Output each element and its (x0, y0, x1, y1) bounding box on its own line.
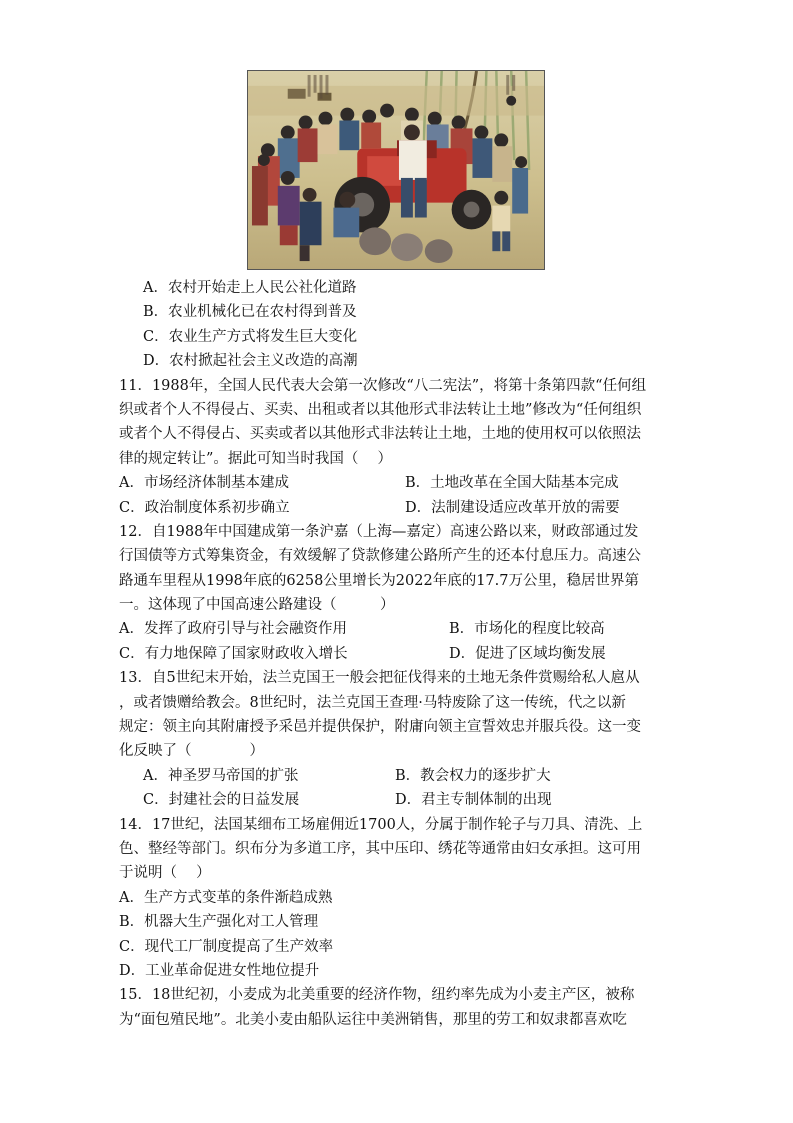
q12-options-row-1 (119, 617, 675, 641)
q11-option-d: D．法制建设适应改革开放的需要 (405, 499, 620, 516)
q14-stem-line: 于说明（ ） (119, 865, 211, 882)
q12-stem-line: 路通车里程从1998年底的6258公里增长为2022年底的17.7万公里，稳居世界第 (119, 572, 639, 589)
q13-stem-line: 13．自5世纪末开始，法兰克国王一般会把征伐得来的土地无条件赏赐给私人扈从 (119, 670, 640, 687)
q10-option-b: B．农业机械化已在农村得到普及 (143, 304, 357, 321)
q13-option-b: B．教会权力的逐步扩大 (395, 767, 551, 784)
question-11 (119, 374, 675, 520)
q12-stem-line: 行国债等方式筹集资金，有效缓解了贷款修建公路所产生的还本付息压力。高速公 (119, 548, 641, 565)
q13-stem-line: 规定：领主向其附庸授予采邑并提供保护，附庸向领主宣誓效忠并服兵役。这一变 (119, 719, 641, 736)
q12-stem-line: 12．自1988年中国建成第一条沪嘉（上海—嘉定）高速公路以来，财政部通过发 (119, 523, 639, 540)
q15-stem-line: 为“面包殖民地”。北美小麦由船队运往中美洲销售，那里的劳工和奴隶都喜欢吃 (119, 1011, 627, 1028)
q10-option-d: D．农村掀起社会主义改造的高潮 (143, 353, 358, 370)
q10-option-a: A．农村开始走上人民公社化道路 (143, 280, 357, 296)
q14-option-a: A．生产方式变革的条件渐趋成熟 (119, 889, 333, 906)
q12-options-row-2 (119, 642, 675, 666)
q11-stem-line: 11．1988年，全国人民代表大会第一次修改“八二宪法”，将第十条第四款“任何组 (119, 377, 647, 394)
q12-option-b: B．市场化的程度比较高 (449, 621, 605, 638)
question-15 (119, 983, 675, 1032)
q11-options-row-2 (119, 496, 675, 520)
question-13 (119, 666, 675, 812)
q12-option-c: C．有力地保障了国家财政收入增长 (119, 645, 348, 662)
q15-stem-line: 15．18世纪初，小麦成为北美重要的经济作物，纽约率先成为小麦主产区，被称 (119, 987, 635, 1004)
q14-stem-line: 色、整经等部门。织布分为多道工序，其中压印、绣花等通常由妇女承担。这可用 (119, 840, 641, 857)
q14-option-b: B．机器大生产强化对工人管理 (119, 914, 319, 931)
q11-option-c: C．政治制度体系初步确立 (119, 499, 290, 516)
q13-option-c: C．封建社会的日益发展 (143, 792, 300, 809)
q13-option-d: D．君主专制体制的出现 (395, 792, 552, 809)
question-12 (119, 520, 675, 666)
q12-option-a: A．发挥了政府引导与社会融资作用 (119, 621, 347, 638)
q14-option-d: D．工业革命促进女性地位提升 (119, 962, 320, 979)
q11-stem-line: 织或者个人不得侵占、买卖、出租或者以其他形式非法转让土地”修改为“任何组织 (119, 401, 642, 418)
q11-stem-line: 或者个人不得侵占、买卖或者以其他形式非法转让土地，土地的使用权可以依照法 (119, 426, 641, 443)
q14-stem-line: 14．17世纪，法国某细布工场雇佣近1700人，分属于制作轮子与刀具、清洗、上 (119, 816, 643, 833)
q11-option-b: B．土地改革在全国大陆基本完成 (405, 475, 619, 492)
q13-stem-line: 化反映了（ ） (119, 743, 264, 760)
painting-illustration (248, 71, 544, 269)
tractor-painting-image (247, 70, 545, 270)
q13-options-row-1 (119, 764, 675, 788)
exam-questions (119, 276, 675, 1032)
q11-options-row-1 (119, 471, 675, 495)
q14-option-c: C．现代工厂制度提高了生产效率 (119, 938, 334, 955)
q13-stem-line: ，或者馈赠给教会。8世纪时，法兰克国王查理·马特废除了这一传统，代之以新 (119, 694, 626, 711)
q12-option-d: D．促进了区域均衡发展 (449, 645, 606, 662)
q13-option-a: A．神圣罗马帝国的扩张 (143, 767, 299, 784)
q11-option-a: A．市场经济体制基本建成 (119, 475, 289, 492)
question-14 (119, 813, 675, 984)
q12-stem-line: 一。这体现了中国高速公路建设（ ） (119, 597, 395, 614)
q13-options-row-2 (119, 788, 675, 812)
q10-option-c: C．农业生产方式将发生巨大变化 (143, 328, 358, 345)
q11-stem-line: 律的规定转让”。据此可知当时我国（ ） (119, 450, 393, 467)
